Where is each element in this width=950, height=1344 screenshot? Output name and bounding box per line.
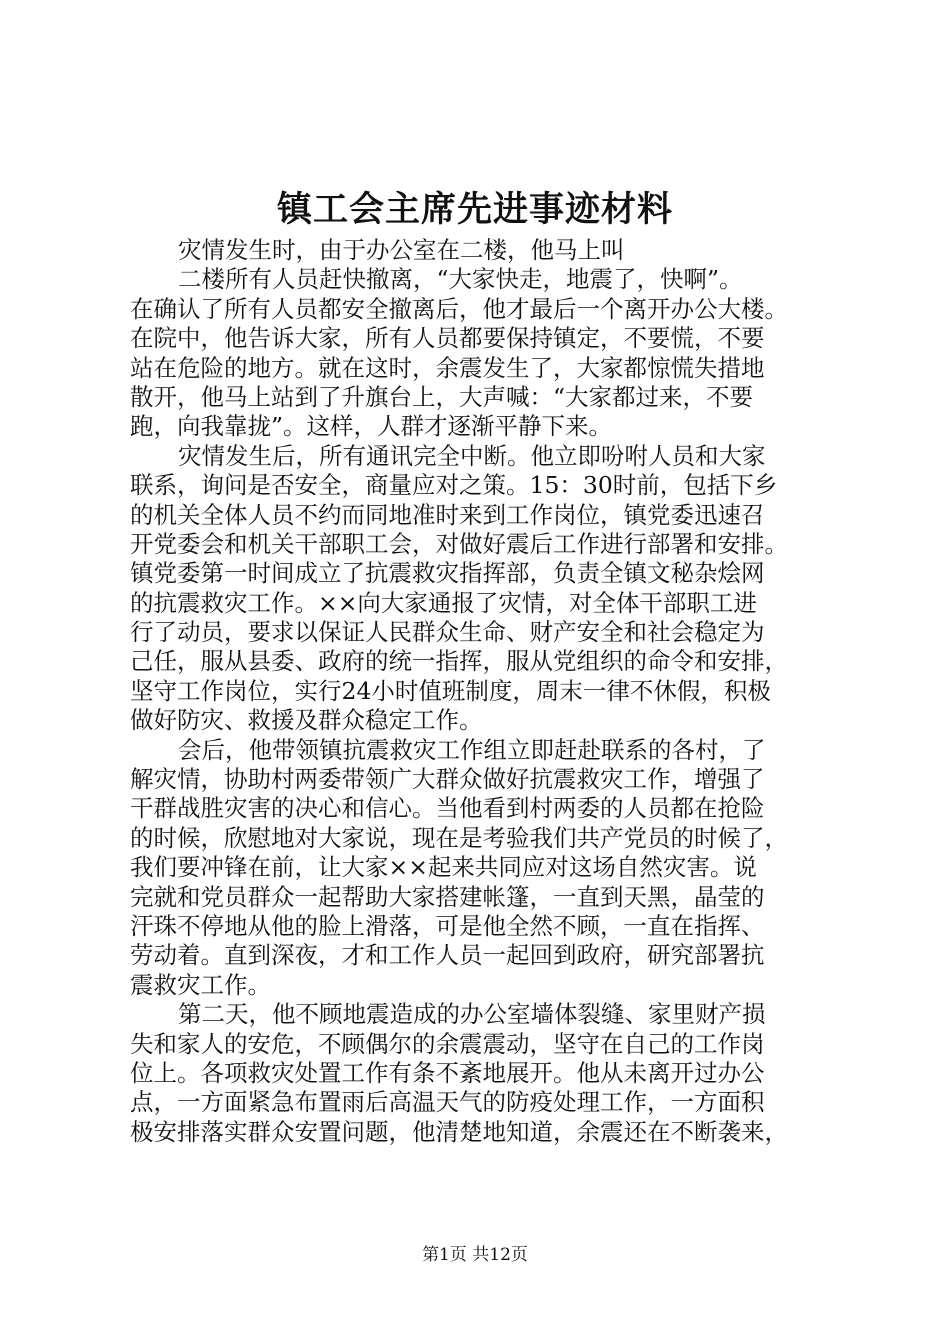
text-line: 失和家人的安危，不顾偶尔的余震震动，坚守在自己的工作岗 [130, 1029, 765, 1058]
text-line: 在院中，他告诉大家，所有人员都要保持镇定，不要慌，不要 [130, 324, 765, 353]
text-line: 点，一方面紧急布置雨后高温天气的防疫处理工作，一方面积 [130, 1088, 765, 1117]
text-line: 解灾情，协助村两委带领广大群众做好抗震救灾工作，增强了 [130, 765, 765, 794]
text-line: 完就和党员群众一起帮助大家搭建帐篷，一直到天黑，晶莹的 [130, 882, 765, 911]
text-line: 站在危险的地方。就在这时，余震发生了，大家都惊慌失措地 [130, 353, 765, 382]
text-line: 灾情发生后，所有通讯完全中断。他立即吩咐人员和大家 [178, 441, 766, 470]
text-line: 汗珠不停地从他的脸上滑落，可是他全然不顾，一直在指挥、 [130, 911, 765, 940]
text-line: 联系，询问是否安全，商量应对之策。15：30时前，包括下乡 [130, 471, 778, 500]
text-line: 极安排落实群众安置问题，他清楚地知道，余震还在不断袭来， [130, 1117, 788, 1146]
text-line: 的时候，欣慰地对大家说，现在是考验我们共产党员的时候了， [130, 823, 788, 852]
text-line: 震救灾工作。 [130, 970, 271, 999]
text-line: 干群战胜灾害的决心和信心。当他看到村两委的人员都在抢险 [130, 794, 765, 823]
text-line: 的机关全体人员不约而同地准时来到工作岗位，镇党委迅速召 [130, 500, 765, 529]
text-line: 镇党委第一时间成立了抗震救灾指挥部，负责全镇文秘杂烩网 [130, 559, 765, 588]
text-line: 开党委会和机关干部职工会，对做好震后工作进行部署和安排。 [130, 529, 788, 558]
text-line: 劳动着。直到深夜，才和工作人员一起回到政府，研究部署抗 [130, 941, 765, 970]
text-line: 第二天，他不顾地震造成的办公室墙体裂缝、家里财产损 [178, 1000, 766, 1029]
text-line: 跑，向我靠拢”。这样，人群才逐渐平静下来。 [130, 412, 613, 441]
text-line: 在确认了所有人员都安全撤离后，他才最后一个离开办公大楼。 [130, 294, 788, 323]
text-line: 己任，服从县委、政府的统一指挥，服从党组织的命令和安排， [130, 647, 788, 676]
text-line: 灾情发生时，由于办公室在二楼，他马上叫 [178, 236, 625, 264]
text-line: 散开，他马上站到了升旗台上，大声喊：“大家都过来，不要 [130, 382, 754, 411]
text-line: 我们要冲锋在前，让大家××起来共同应对这场自然灾害。说 [130, 853, 757, 882]
text-line: 坚守工作岗位，实行24小时值班制度，周末一律不休假，积极 [130, 676, 771, 705]
document-title: 镇工会主席先进事迹材料 [276, 189, 673, 230]
text-line: 会后，他带领镇抗震救灾工作组立即赶赴联系的各村，了 [178, 735, 766, 764]
document-body [130, 236, 842, 1147]
text-line: 位上。各项救灾处置工作有条不紊地展开。他从未离开过办公 [130, 1058, 765, 1087]
text-line: 做好防灾、救援及群众稳定工作。 [130, 706, 483, 735]
page-footer: 第1页 共12页 [422, 1245, 528, 1265]
text-line: 行了动员，要求以保证人民群众生命、财产安全和社会稳定为 [130, 618, 765, 647]
text-line: 二楼所有人员赶快撤离，“大家快走，地震了，快啊”。 [178, 265, 743, 294]
text-line: 的抗震救灾工作。××向大家通报了灾情，对全体干部职工进 [130, 588, 757, 617]
